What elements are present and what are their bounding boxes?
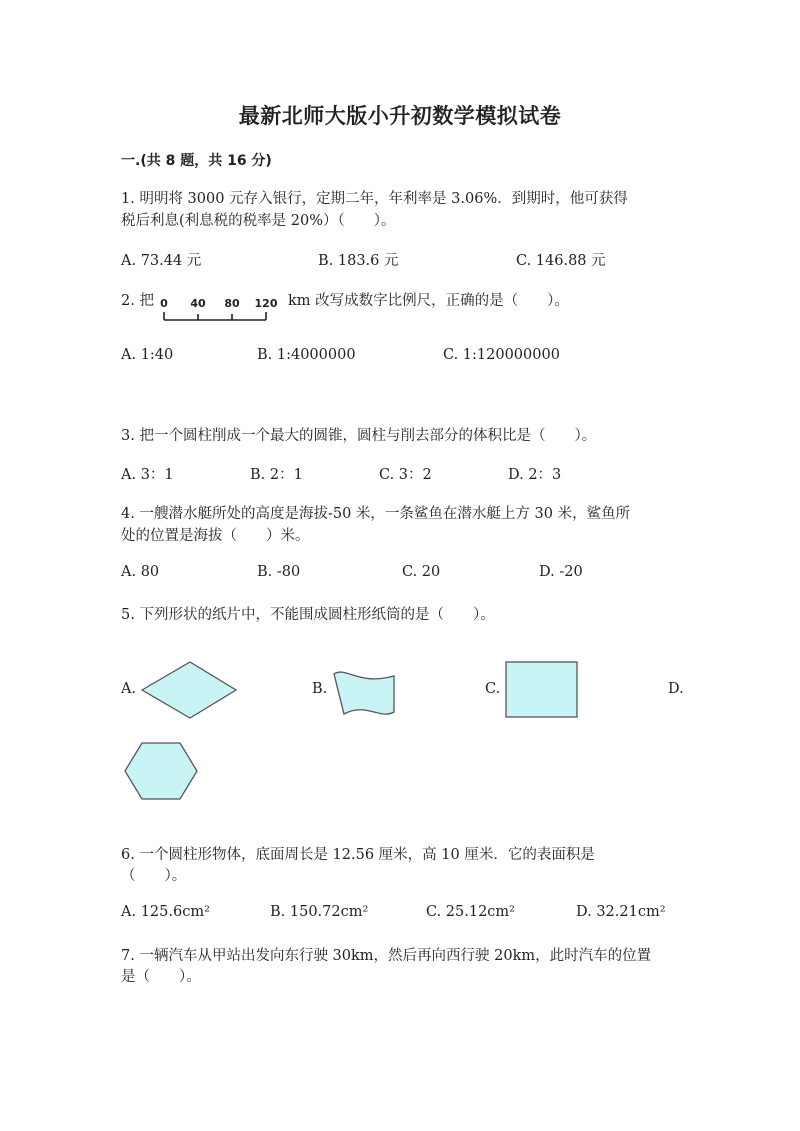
question-3-text: 3. 把一个圆柱削成一个最大的圆锥，圆柱与削去部分的体积比是（ ）。	[121, 428, 597, 444]
question-3-option-d: D. 2：3	[508, 467, 562, 483]
question-1-line-1: 1. 明明将 3000 元存入银行，定期二年，年利率是 3.06%．到期时，他可获得	[121, 191, 628, 207]
question-4-line-2: 处的位置是海拔（ ）米。	[121, 528, 310, 544]
question-1-line-2: 税后利息(利息税的税率是 20%）（ ）。	[121, 213, 396, 229]
question-3-option-b: B. 2：1	[250, 467, 303, 483]
question-4-option-b: B. -80	[257, 564, 301, 580]
question-1-option-a: A. 73.44 元	[121, 253, 202, 269]
question-6-option-b: B. 150.72cm²	[270, 904, 369, 920]
question-5-option-c-label: C.	[485, 681, 501, 697]
question-2-option-b: B. 1:4000000	[257, 347, 356, 363]
question-5-option-d-label: D.	[668, 681, 684, 697]
question-4-option-d: D. -20	[539, 564, 583, 580]
question-2-prefix: 2. 把	[121, 293, 154, 309]
question-4-option-c: C. 20	[402, 564, 441, 580]
section-heading: 一.(共 8 题，共 16 分)	[121, 153, 272, 169]
line-scale-figure	[156, 293, 284, 327]
question-2-option-c: C. 1:120000000	[443, 347, 560, 363]
hexagon-shape	[122, 740, 200, 802]
question-3-option-a: A. 3：1	[121, 467, 174, 483]
question-3-option-c: C. 3：2	[379, 467, 432, 483]
question-6-option-a: A. 125.6cm²	[121, 904, 210, 920]
question-4-line-1: 4. 一艘潜水艇所处的高度是海拔-50 米，一条鲨鱼在潜水艇上方 30 米，鲨鱼所	[121, 506, 631, 522]
question-5-option-b-label: B.	[312, 681, 328, 697]
question-6-option-d: D. 32.21cm²	[576, 904, 666, 920]
scale-tick-label: 40	[190, 297, 206, 310]
question-2-option-a: A. 1:40	[121, 347, 174, 363]
scale-tick-label: 80	[224, 297, 240, 310]
rectangle-shape	[504, 660, 580, 720]
question-5-option-a-label: A.	[121, 681, 137, 697]
rhombus-shape	[140, 660, 240, 720]
question-6-line-1: 6. 一个圆柱形物体，底面周长是 12.56 厘米，高 10 厘米．它的表面积是	[121, 847, 595, 863]
question-4-option-a: A. 80	[121, 564, 160, 580]
question-7-line-1: 7. 一辆汽车从甲站出发向东行驶 30km，然后再向西行驶 20km，此时汽车的位置	[121, 948, 652, 964]
question-5-text: 5. 下列形状的纸片中，不能围成圆柱形纸筒的是（ ）。	[121, 607, 495, 623]
page-title: 最新北师大版小升初数学模拟试卷	[238, 104, 562, 128]
question-1-option-b: B. 183.6 元	[318, 253, 399, 269]
question-7-line-2: 是（ ）。	[121, 969, 201, 985]
question-6-line-2: （ ）。	[121, 868, 187, 884]
scale-tick-label: 0	[160, 297, 168, 310]
question-2-suffix: km 改写成数字比例尺，正确的是（ ）。	[288, 293, 569, 309]
wavy-parallelogram-shape	[330, 668, 398, 720]
question-6-option-c: C. 25.12cm²	[426, 904, 515, 920]
question-1-option-c: C. 146.88 元	[516, 253, 606, 269]
scale-tick-label: 120	[254, 297, 278, 310]
